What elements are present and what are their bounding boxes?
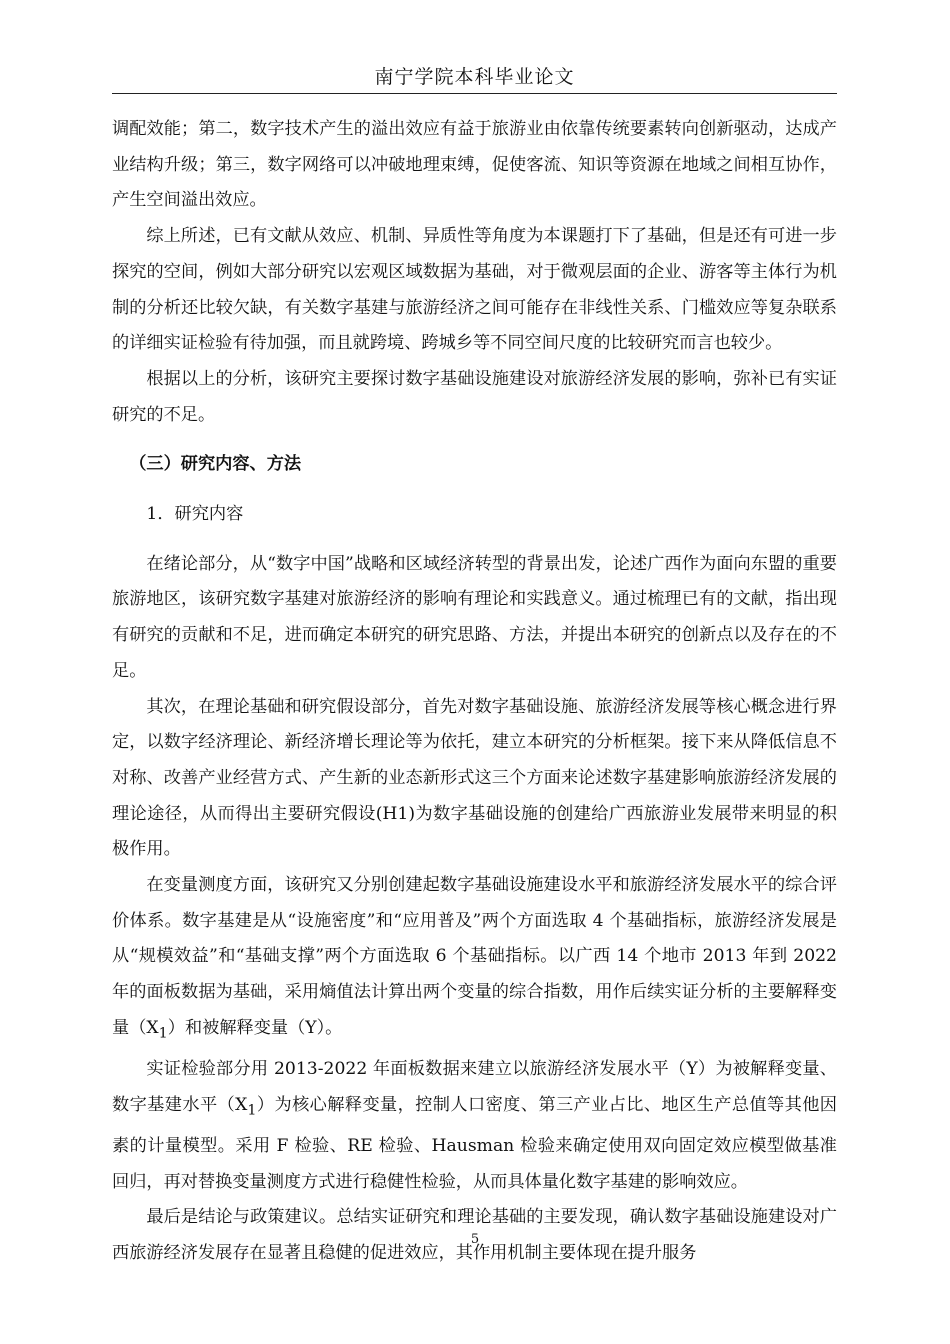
page-body — [112, 112, 837, 1272]
paragraph-6 — [112, 868, 837, 1052]
running-header: 南宁学院本科毕业论文 — [374, 66, 575, 88]
paragraph-1: 调配效能；第二，数字技术产生的溢出效应有益于旅游业由依靠传统要素转向创新驱动，达成产业结构升级；第三，数字网络可以冲破地理束缚，促使客流、知识等资源在地域之间相互协作，产生空间溢出效应。 — [112, 119, 837, 211]
paragraph-4: 在绪论部分，从“数字中国”战略和区域经济转型的背景出发，论述广西作为面向东盟的重要旅游地区，该研究数字基建对旅游经济的影响有理论和实践意义。通过梳理已有的文献，指出现有研究的贡献和不足，进而确定本研究的研究思路、方法，并提出本研究的创新点以及存在的不足。 — [112, 553, 837, 681]
subsection-heading: 1．研究内容 — [146, 504, 244, 525]
page-number: 5 — [470, 1232, 480, 1247]
section-heading: （三）研究内容、方法 — [129, 454, 302, 475]
paragraph-6-text-a: 在变量测度方面，该研究又分别创建起数字基础设施建设水平和旅游经济发展水平的综合评价体系。数字基建是从“设施密度”和“应用普及”两个方面选取 4 个基础指标，旅游经济发展是从“规模效益”和“基础支撑”两个方面选取 6 个基础指标。以广西 14 个地市 2013 年到 2022 年的面板数据为基础，采用熵值法计算出两个变量的综合指数，用作后续实证分析的主要解释变量（X — [112, 875, 837, 1038]
paragraph-7-text-a: 实证检验部分用 2013-2022 年面板数据来建立以旅游经济发展水平（Y）为被解释变量、数字基建水平（X — [112, 1059, 837, 1115]
paragraph-7 — [112, 1052, 837, 1200]
paragraph-7-text-b: ）为核心解释变量，控制人口密度、第三产业占比、地区生产总值等其他因素的计量模型。采用 F 检验、RE 检验、Hausman 检验来确定使用双向固定效应模型做基准回归，再对替换变量测度方式进行稳健性检验，从而具体量化数字基建的影响效应。 — [112, 1094, 837, 1192]
paragraph-2: 综上所述，已有文献从效应、机制、异质性等角度为本课题打下了基础，但是还有可进一步探究的空间，例如大部分研究以宏观区域数据为基础，对于微观层面的企业、游客等主体行为机制的分析还比较欠缺，有关数字基建与旅游经济之间可能存在非线性关系、门槛效应等复杂联系的详细实证检验有待加强，而且就跨境、跨城乡等不同空间尺度的比较研究而言也较少。 — [112, 226, 837, 354]
paragraph-8: 最后是结论与政策建议。总结实证研究和理论基础的主要发现，确认数字基础设施建设对广西旅游经济发展存在显著且稳健的促进效应，其作用机制主要体现在提升服务 — [112, 1207, 837, 1263]
paragraph-3: 根据以上的分析，该研究主要探讨数字基础设施建设对旅游经济发展的影响，弥补已有实证研究的不足。 — [112, 368, 837, 425]
subscript-1: 1 — [247, 1102, 257, 1119]
header-divider — [112, 93, 837, 94]
paragraph-5: 其次，在理论基础和研究假设部分，首先对数字基础设施、旅游经济发展等核心概念进行界定，以数字经济理论、新经济增长理论等为依托，建立本研究的分析框架。接下来从降低信息不对称、改善产业经营方式、产生新的业态新形式这三个方面来论述数字基建影响旅游经济发展的理论途径，从而得出主要研究假设(H1)为数字基础设施的创建给广西旅游业发展带来明显的积极作用。 — [112, 696, 837, 860]
paragraph-6-text-b: ）和被解释变量（Y）。 — [167, 1017, 343, 1038]
subscript-1: 1 — [158, 1025, 168, 1042]
